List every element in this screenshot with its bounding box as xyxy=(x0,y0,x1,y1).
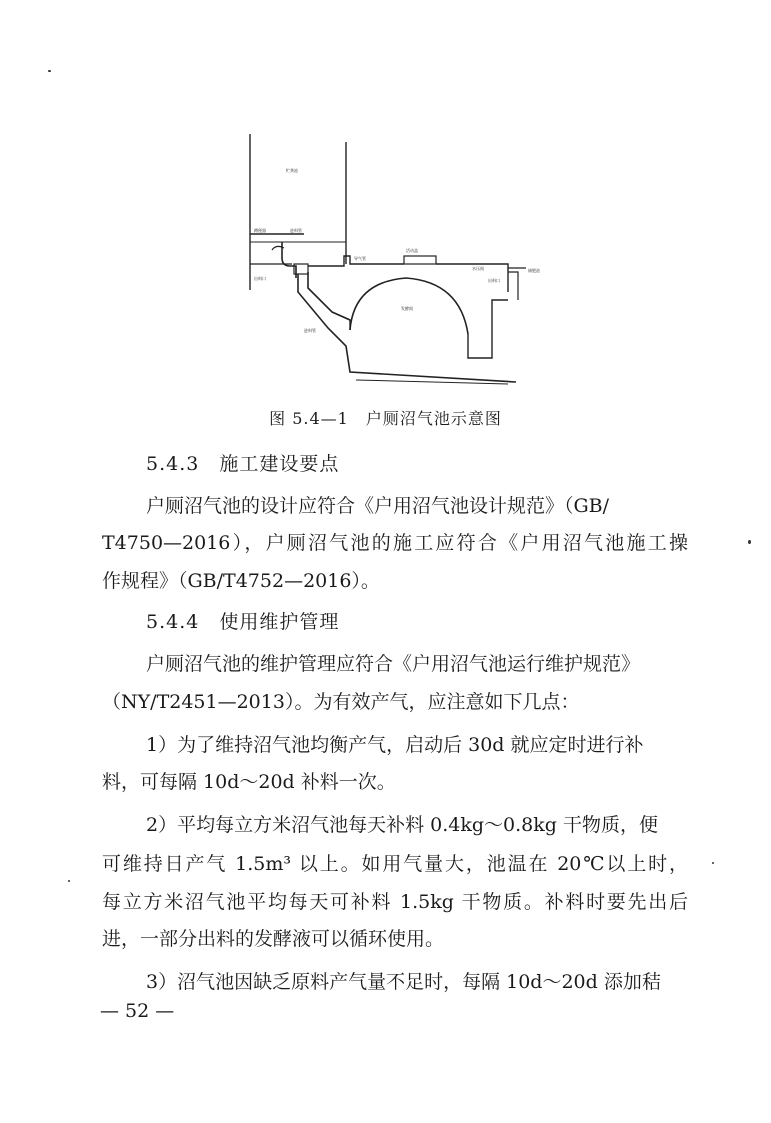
figure-caption: 图 5.4—1 户厕沼气池示意图 xyxy=(269,409,502,428)
paragraph-line: 作规程》（GB/T4752—2016）。 xyxy=(102,570,380,592)
list-item-line: 1）为了维持沼气池均衡产气，启动后 30d 就应定时进行补 xyxy=(146,734,644,756)
section-heading-5-4-4: 5.4.4 使用维护管理 xyxy=(146,611,340,633)
list-item-line: 可维持日产气 1.5m³ 以上。如用气量大，池温在 20℃以上时， xyxy=(102,853,688,875)
svg-text:储肥池: 储肥池 xyxy=(528,268,540,273)
scan-speck xyxy=(748,540,751,544)
section-heading-5-4-3: 5.4.3 施工建设要点 xyxy=(146,453,340,475)
list-item-line: 进，一部分出料的发酵液可以循环使用。 xyxy=(102,928,445,950)
list-item-line: 每立方米沼气池平均每天可补料 1.5kg 干物质。补料时要先出后 xyxy=(102,891,688,913)
svg-text:活动盖: 活动盖 xyxy=(406,248,418,253)
list-item-line: 3）沼气池因缺乏原料产气量不足时，每隔 10d～20d 添加秸 xyxy=(146,971,661,993)
list-item-line: 料，可每隔 10d～20d 补料一次。 xyxy=(102,771,396,793)
paragraph-line: T4750—2016），户厕沼气池的施工应符合《户用沼气池施工操 xyxy=(102,532,688,554)
paragraph-line: 户厕沼气池的维护管理应符合《户用沼气池运行维护规范》 xyxy=(146,653,641,675)
scan-speck xyxy=(712,862,714,864)
page-number: — 52 — xyxy=(100,1000,175,1022)
paragraph-line: 户厕沼气池的设计应符合《户用沼气池设计规范》（GB/ xyxy=(146,495,610,517)
svg-text:出料口: 出料口 xyxy=(488,278,500,283)
svg-text:导气管: 导气管 xyxy=(354,256,366,261)
paragraph-line: （NY/T2451—2013）。为有效产气，应注意如下几点： xyxy=(102,691,580,713)
scan-speck xyxy=(68,880,70,882)
svg-text:进料管: 进料管 xyxy=(290,228,302,233)
svg-text:进料管: 进料管 xyxy=(304,328,316,333)
scan-speck xyxy=(48,70,51,72)
list-item-line: 2）平均每立方米沼气池每天补料 0.4kg～0.8kg 干物质，便 xyxy=(146,814,658,836)
biogas-pit-diagram xyxy=(246,132,546,392)
svg-text:出料口: 出料口 xyxy=(254,276,266,281)
svg-text:蹲便器: 蹲便器 xyxy=(254,228,266,233)
svg-text:水压间: 水压间 xyxy=(472,266,484,271)
svg-text:发酵间: 发酵间 xyxy=(401,306,413,311)
svg-text:贮粪池: 贮粪池 xyxy=(286,168,298,173)
